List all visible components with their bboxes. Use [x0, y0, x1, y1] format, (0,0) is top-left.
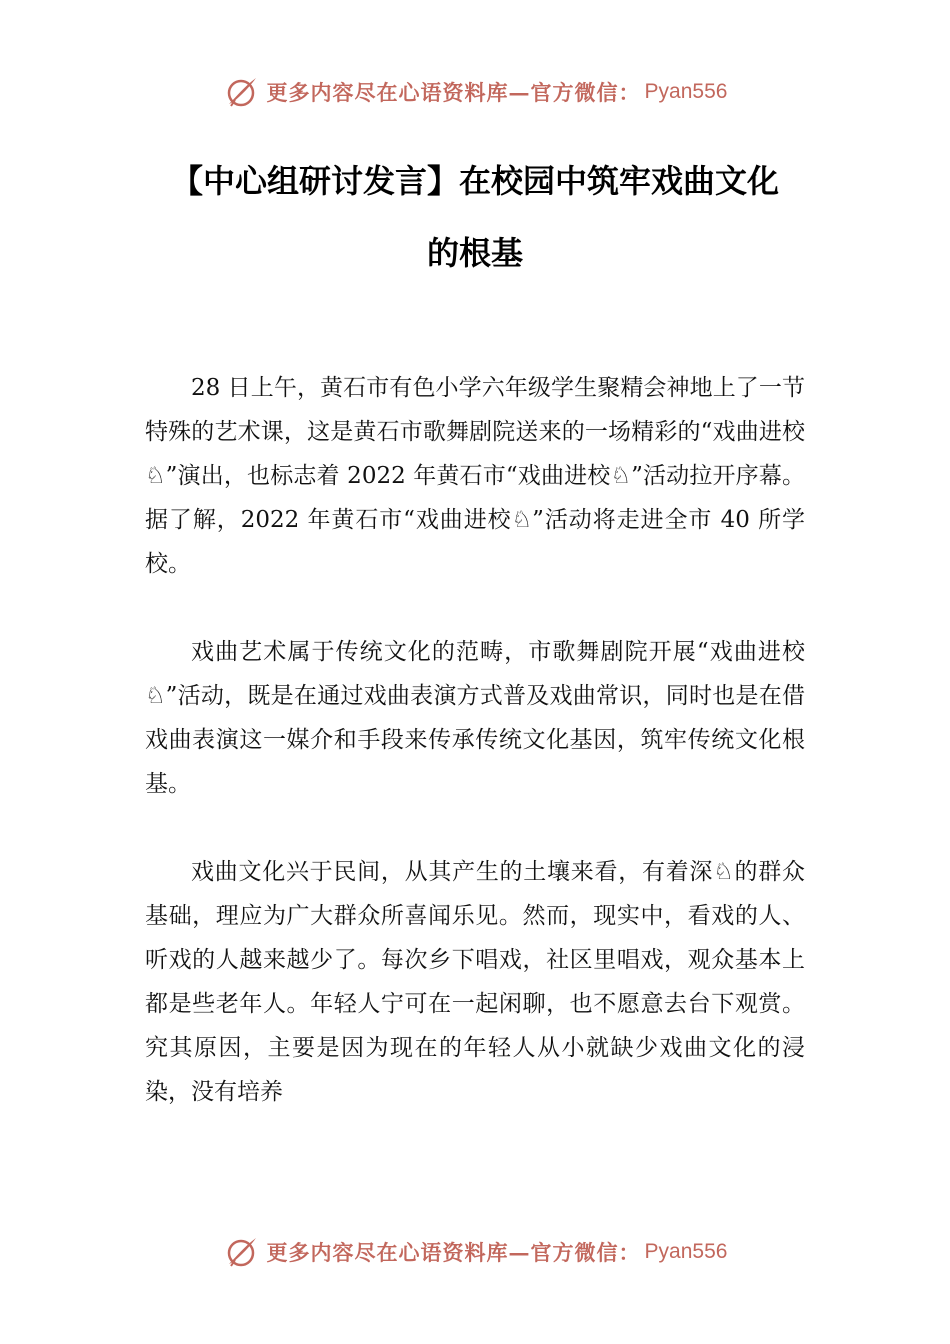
footer-banner-text: 更多内容尽在心语资料库—官方微信： [266, 1240, 641, 1265]
header-banner [0, 70, 950, 114]
article-body [145, 366, 805, 1114]
page-title-line-2: 的根基 [426, 234, 523, 272]
paragraph-3: 戏曲文化兴于民间，从其产生的土壤来看，有着深♘的群众基础，理应为广大群众所喜闻乐见。然而，现实中，看戏的人、听戏的人越来越少了。每次乡下唱戏，社区里唱戏，观众基本上都是些老年人。年轻人宁可在一起闲聊，也不愿意去台下观赏。究其原因，主要是因为现在的年轻人从小就缺少戏曲文化的浸染，没有培养 [145, 859, 805, 1105]
header-banner-text: 更多内容尽在心语资料库—官方微信： [266, 80, 641, 105]
paragraph-1: 28 日上午，黄石市有色小学六年级学生聚精会神地上了一节特殊的艺术课，这是黄石市歌舞剧院送来的一场精彩的“戏曲进校♘”演出，也标志着 2022 年黄石市“戏曲进校♘”活动拉开序幕。据了解，2022 年黄石市“戏曲进校♘”活动将走进全市 40 所学校。 [145, 375, 805, 577]
page-title-line-1: 【中心组研讨发言】在校园中筑牢戏曲文化 [170, 162, 779, 200]
quill-pen-circle-icon [223, 74, 259, 110]
footer-banner [0, 1230, 950, 1274]
quill-pen-circle-icon [223, 1234, 259, 1270]
header-banner-contact: Pyan556 [644, 80, 728, 103]
footer-banner-contact: Pyan556 [644, 1240, 728, 1263]
paragraph-2: 戏曲艺术属于传统文化的范畴，市歌舞剧院开展“戏曲进校♘”活动，既是在通过戏曲表演方式普及戏曲常识，同时也是在借戏曲表演这一媒介和手段来传承传统文化基因，筑牢传统文化根基。 [145, 639, 805, 797]
